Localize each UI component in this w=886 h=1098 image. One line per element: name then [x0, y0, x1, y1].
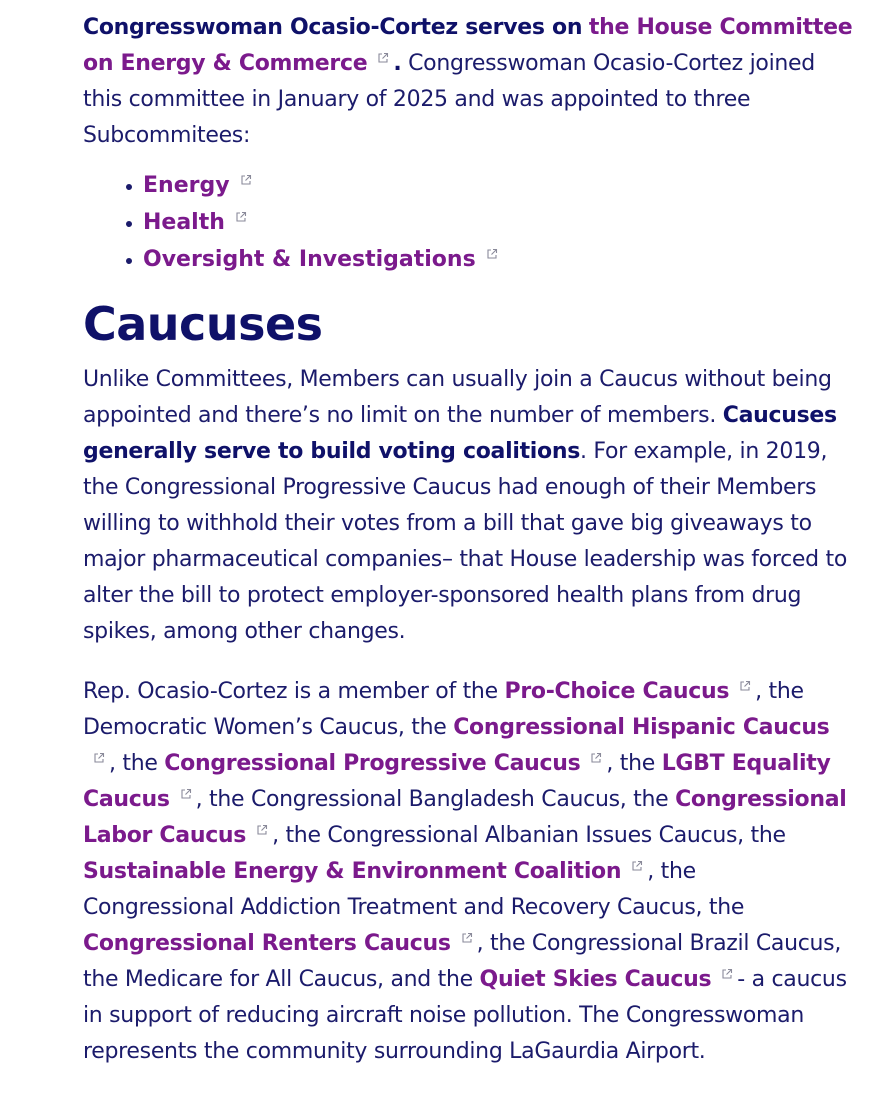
- external-link-icon: [590, 752, 602, 764]
- subcommittee-link-oversight[interactable]: [143, 247, 502, 272]
- external-link-icon: [377, 52, 389, 64]
- subcommittee-label: Energy: [143, 173, 230, 198]
- caucus-text: - a caucus in support of reducing aircraft noise pollution. The Congresswoman represents the community surrounding LaGaurdia Airport.: [83, 967, 847, 1064]
- subcommittee-label: Oversight & Investigations: [143, 247, 476, 272]
- list-item: [143, 241, 853, 278]
- caucus-link-text: LGBT Equality Caucus: [83, 751, 831, 812]
- caucus-link-renters[interactable]: [83, 931, 477, 956]
- external-link-icon: [739, 680, 751, 692]
- external-link-icon: [93, 752, 105, 764]
- external-link-icon: [461, 932, 473, 944]
- external-link-icon: [486, 248, 498, 260]
- caucus-text: Rep. Ocasio-Cortez is a member of the: [83, 679, 498, 704]
- caucuses-heading: Caucuses: [83, 297, 323, 351]
- subcommittee-label: Health: [143, 210, 225, 235]
- caucus-link-quiet-skies[interactable]: [480, 967, 738, 992]
- committee-period: .: [393, 51, 402, 76]
- list-item: [143, 167, 853, 204]
- caucus-text: , the: [109, 751, 158, 776]
- committee-rest: Congresswoman Ocasio-Cortez joined this committee in January of 2025 and was appointed to three Subcommitees:: [83, 51, 815, 148]
- caucuses-paragraph-1: [83, 362, 853, 650]
- caucus-text: , the: [606, 751, 655, 776]
- caucuses-bold-text: Caucuses generally serve to build voting coalitions: [83, 403, 837, 464]
- caucus-link-pro-choice[interactable]: [505, 679, 756, 704]
- subcommittee-link-energy[interactable]: [143, 173, 256, 198]
- caucus-link-text: Congressional Labor Caucus: [83, 787, 847, 848]
- caucus-link-text: Sustainable Energy & Environment Coalition: [83, 859, 622, 884]
- caucus-link-text: Congressional Hispanic Caucus: [453, 715, 830, 740]
- caucus-text: , the Congressional Albanian Issues Caucus, the: [272, 823, 786, 848]
- list-item: [143, 204, 853, 241]
- external-link-icon: [721, 968, 733, 980]
- caucus-link-text: Quiet Skies Caucus: [479, 967, 712, 992]
- caucus-link-text: Congressional Progressive Caucus: [164, 751, 581, 776]
- committee-lead: Congresswoman Ocasio-Cortez serves on: [83, 15, 583, 40]
- caucus-link-progressive[interactable]: [164, 751, 606, 776]
- caucuses-text: Unlike Committees, Members can usually join a Caucus without being appointed and there’s no limit on the number of members.: [83, 367, 832, 428]
- external-link-icon: [235, 211, 247, 223]
- caucuses-paragraph-2: [83, 674, 853, 1070]
- caucus-text: , the Democratic Women’s Caucus, the: [83, 679, 804, 740]
- subcommittee-list: [83, 167, 853, 278]
- external-link-icon: [631, 860, 643, 872]
- caucus-link-text: Pro-Choice Caucus: [504, 679, 730, 704]
- caucuses-text: . For example, in 2019, the Congressional Progressive Caucus had enough of their Members willing to withhold their votes from a bill that gave big giveaways to major pharmaceutical companies– that House leadership was forced to alter the bill to protect employer-sponsored health plans from drug spikes, among other changes.: [83, 439, 847, 644]
- subcommittee-link-health[interactable]: [143, 210, 251, 235]
- caucus-link-text: Congressional Renters Caucus: [83, 931, 451, 956]
- caucus-text: , the Congressional Brazil Caucus, the Medicare for All Caucus, and the: [83, 931, 842, 992]
- caucus-link-seec[interactable]: [83, 859, 647, 884]
- committee-link-text: the House Committee on Energy & Commerce: [83, 15, 853, 76]
- external-link-icon: [240, 174, 252, 186]
- caucus-text: , the Congressional Addiction Treatment and Recovery Caucus, the: [83, 859, 745, 920]
- external-link-icon: [256, 824, 268, 836]
- caucus-text: , the Congressional Bangladesh Caucus, the: [195, 787, 669, 812]
- main-content: [83, 10, 853, 1070]
- committee-paragraph: [83, 10, 853, 154]
- external-link-icon: [180, 788, 192, 800]
